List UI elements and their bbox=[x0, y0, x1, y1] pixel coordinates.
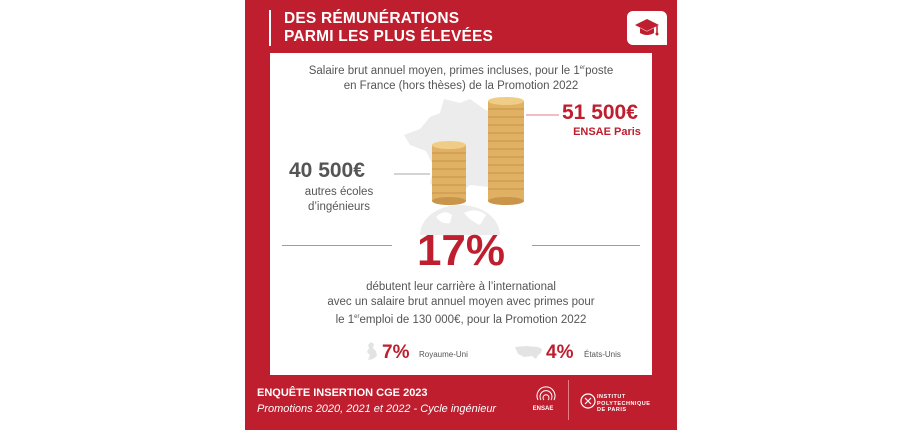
other-schools-salary-label: autres écoles d’ingénieurs bbox=[304, 186, 374, 213]
content-card bbox=[270, 53, 652, 375]
international-description: débutent leur carrière à l’international avec un salaire brut annuel moyen avec primes pour le 1eremploi de 130 000€, pour la Promotion 2022 bbox=[327, 281, 595, 326]
us-label: États-Unis bbox=[584, 350, 621, 359]
headline bbox=[269, 10, 614, 46]
salary-intro-line-1: Salaire brut annuel moyen, primes incluses, pour le 1erposte bbox=[308, 65, 614, 77]
ensae-salary-label: ENSAE Paris bbox=[573, 126, 641, 138]
graduation-cap-icon bbox=[634, 17, 660, 39]
headline-line-2: PARMI LES PLUS ÉLEVÉES bbox=[284, 28, 494, 45]
ensae-logo-text: ENSAE bbox=[532, 406, 554, 412]
institut-polytechnique-logo-text: INSTITUT POLYTECHNIQUE DE PARIS bbox=[597, 394, 651, 413]
uk-label: Royaume-Uni bbox=[419, 350, 468, 359]
ensae-salary-value: 51 500€ bbox=[562, 101, 638, 124]
footer-subtitle: Promotions 2020, 2021 et 2022 - Cycle ingénieur bbox=[257, 403, 497, 415]
uk-percent: 7% bbox=[382, 342, 410, 363]
united-kingdom-map-icon bbox=[365, 341, 379, 361]
infographic-poster bbox=[245, 0, 677, 430]
coin-stack-others bbox=[432, 141, 466, 205]
other-schools-salary-value: 40 500€ bbox=[289, 159, 365, 182]
international-percent: 17% bbox=[416, 226, 506, 275]
united-states-map-icon bbox=[514, 344, 544, 360]
institut-polytechnique-logo-icon bbox=[580, 393, 596, 409]
graduation-cap-badge bbox=[627, 11, 667, 45]
headline-line-1: DES RÉMUNÉRATIONS bbox=[284, 10, 460, 27]
footer-separator bbox=[568, 380, 569, 420]
us-percent: 4% bbox=[546, 342, 574, 363]
footer-title: ENQUÊTE INSERTION CGE 2023 bbox=[257, 387, 428, 399]
coin-stack-ensae bbox=[488, 97, 524, 205]
ensae-logo-icon bbox=[535, 386, 557, 406]
salary-intro-line-2: en France (hors thèses) de la Promotion 2022 bbox=[343, 80, 579, 92]
